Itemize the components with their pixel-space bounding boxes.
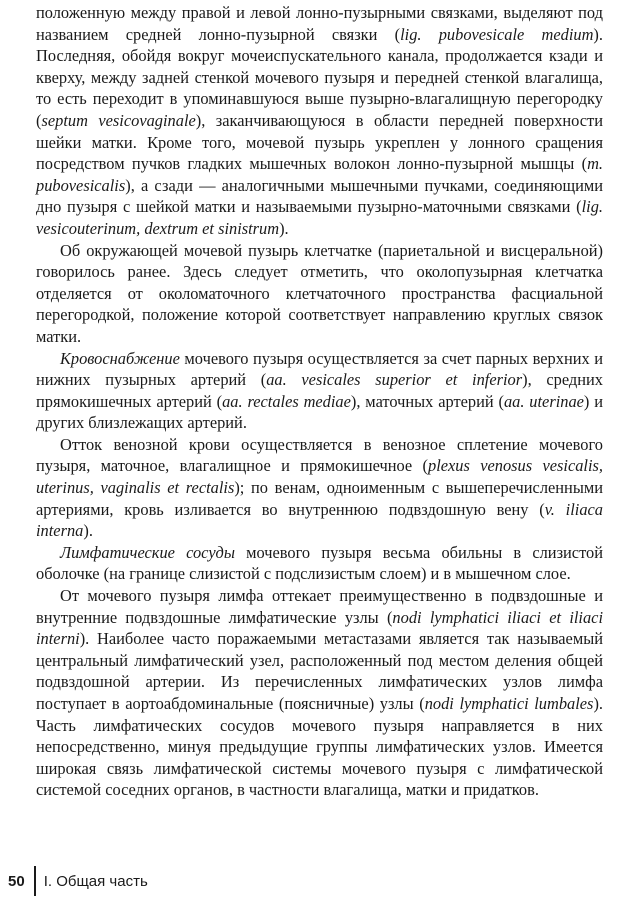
latin-term: nodi lymphatici iliaci et iliaci interni	[36, 607, 604, 649]
paragraph	[36, 542, 603, 585]
text-run: ). Последняя, обойдя вокруг мочеиспускательного канала, продолжается кзади и кверху, между задней стенкой мочевого пузыря и передней стенкой влагалища, то есть переходит в упоминавшуюся выше пузырно-влагалищную перегородку (	[36, 24, 603, 130]
text-run: ), маточных артерий (	[350, 391, 504, 411]
latin-term: Лимфатические сосуды	[60, 542, 235, 562]
page-number: 50	[8, 872, 25, 890]
latin-term: aa. uterinae	[503, 391, 584, 411]
latin-term: aa. vesicales superior et inferior	[266, 370, 523, 390]
text-run: Отток венозной крови осуществляется в венозное сплетение мочевого пузыря, маточное, влагалищное и прямокишечное (	[36, 434, 603, 476]
body-text	[36, 2, 603, 801]
latin-term: Кровоснабжение	[60, 348, 180, 368]
running-section-title: I. Общая часть	[43, 872, 148, 890]
latin-term: septum vesicovaginale	[41, 110, 196, 130]
text-run: ) и других близлежащих артерий.	[36, 391, 603, 433]
latin-term: m. pubovesicalis	[36, 154, 603, 195]
text-run: мочевого пузыря весьма обильны в слизистой оболочке (на границе слизистой с подслизистым слоем) и в мышечном слое.	[36, 542, 603, 584]
text-run: ), заканчивающуюся в области передней поверхности шейки матки. Кроме того, мочевой пузырь укреплен у лонного сращения посредством пучков гладких мышечных волокон лонно-пузырной мышцы (	[36, 110, 603, 174]
text-run: ), средних прямокишечных артерий (	[36, 370, 603, 411]
paragraph	[36, 348, 603, 434]
text-run: Об окружающей мочевой пузырь клетчатке (париетальной и висцеральной) говорилось ранее. Здесь следует отметить, что околопузырная клетчатка отделяется от околоматочного клетчаточного пространства фасциальной перегородкой, положение которой соответствует направлению круглых связок матки.	[36, 240, 603, 346]
text-run: мочевого пузыря осуществляется за счет парных верхних и нижних пузырных артерий (	[36, 348, 603, 390]
text-run: ), а сзади — аналогичными мышечными пучками, соединяющими дно пузыря с шейкой матки и называемыми пузырно-маточными связками (	[36, 175, 603, 217]
paragraph	[36, 2, 603, 240]
page-footer	[8, 866, 148, 896]
text-run: От мочевого пузыря лимфа оттекает преимущественно в подвздошные и внутренние подвздошные лимфатические узлы (	[36, 586, 603, 627]
paragraph	[36, 434, 603, 542]
paragraph	[36, 585, 603, 801]
text-run: ). Часть лимфатических сосудов мочевого пузыря направляется в них непосредственно, минуя предыдущие группы лимфатических узлов. Имеется широкая связь лимфатической системы мочевого пузыря с лимфатической системой соседних органов, в частности влагалища, матки и придатков.	[36, 694, 603, 800]
latin-term: v. iliaca interna	[36, 499, 603, 541]
text-run: ).	[83, 521, 93, 541]
latin-term: plexus venosus vesicalis, uterinus, vaginalis et rectalis	[36, 456, 604, 498]
latin-term: lig. vesicouterinum, dextrum et sinistrum	[36, 197, 603, 238]
text-run: ). Наиболее часто поражаемыми метастазами является так называемый центральный лимфатический узел, расположенный под местом деления общей подвздошной артерии. Из перечисленных лимфатических узлов лимфа поступает в аортоабдоминальные (поясничные) узлы (	[36, 629, 603, 713]
text-run: ); по венам, одноименным с вышеперечисленными артериями, кровь изливается во внутреннюю подвздошную вену (	[36, 478, 603, 519]
latin-term: aa. rectales mediae	[222, 391, 351, 411]
paragraph	[36, 240, 603, 348]
text-run: ).	[279, 218, 289, 238]
text-run: положенную между правой и левой лонно-пузырными связками, выделяют под названием средней лонно-пузырной связки (	[36, 3, 603, 44]
latin-term: lig. pubovesicale medium	[400, 24, 594, 44]
latin-term: nodi lymphatici lumbales	[424, 694, 594, 713]
footer-divider	[34, 866, 36, 896]
